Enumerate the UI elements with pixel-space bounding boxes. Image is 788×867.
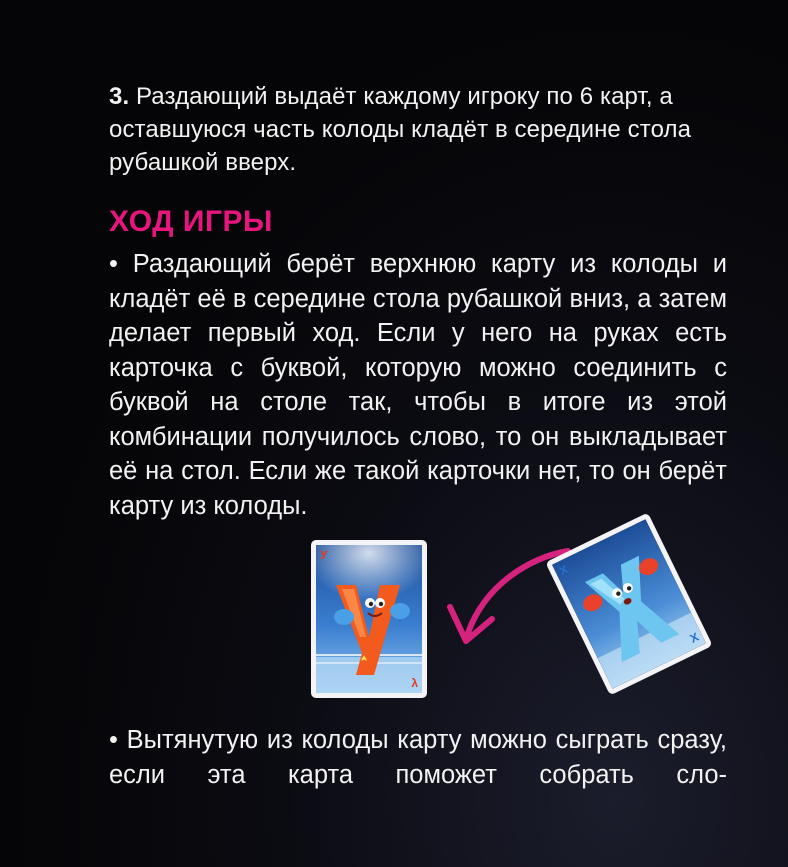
- card-u-corner-top: У: [320, 548, 328, 562]
- letter-u-card-art: [316, 545, 422, 693]
- step-body: Раздающий выдаёт каждому игроку по 6 карт, а оставшуюся часть колоды кладёт в середине стола рубашкой вверх.: [109, 83, 692, 176]
- step-number: 3.: [109, 83, 130, 110]
- section-title: ХОД ИГРЫ: [109, 205, 273, 238]
- letter-u-card-image: [311, 540, 427, 698]
- rules-paragraph-2: • Вытянутую из колоды карту можно сыграть сразу, если эта карта поможет собрать сло-: [109, 726, 727, 789]
- card-x-corner-top: X: [556, 562, 571, 579]
- card-u-corner-bottom: λ: [411, 676, 418, 690]
- rules-paragraph-1: • Раздающий берёт верхнюю карту из колоды и кладёт её в середине стола рубашкой вниз, а затем делает первый ход. Если у него на руках есть карточка с буквой, которую можно соединить с буквой на столе так, чтобы в итоге из этой комбинации получилось слово, то он выкладывает её на стол. Если же такой карточки нет, то он берёт карту из колоды.: [109, 250, 727, 520]
- card-x-corner-bottom: X: [687, 629, 702, 646]
- letter-x-card-image: [545, 513, 712, 696]
- step-3-text: [109, 80, 709, 179]
